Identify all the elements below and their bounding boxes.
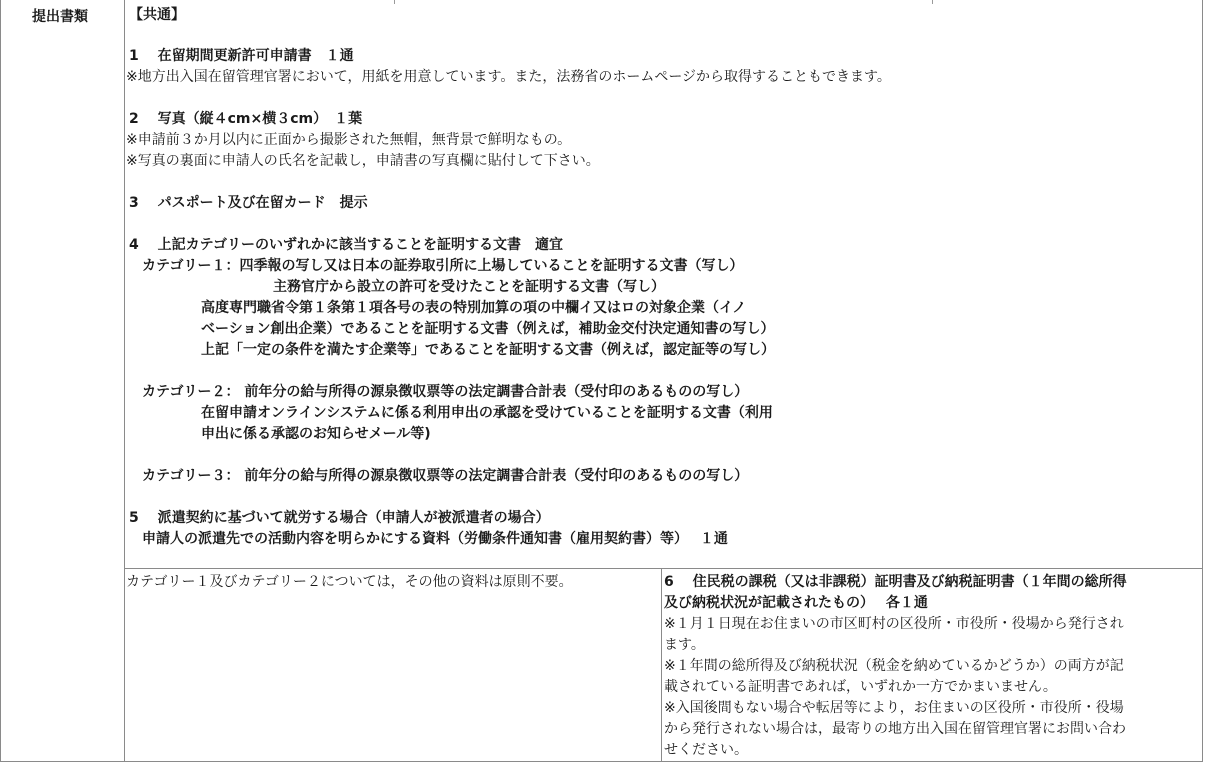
category-1-line: 高度専門職省令第１条第１項各号の表の特別加算の項の中欄イ又はロの対象企業（イノ [201, 300, 747, 316]
item-2-note: ※写真の裏面に申請人の氏名を記載し，申請書の写真欄に貼付して下さい。 [126, 153, 600, 169]
category-1-line: 上記「一定の条件を満たす企業等」であることを証明する文書（例えば，認定証等の写し） [201, 342, 775, 358]
category-1-line: カテゴリー１：四季報の写し又は日本の証券取引所に上場していることを証明する文書（写し） [142, 258, 744, 274]
top-divider [932, 0, 933, 4]
category-3-line: カテゴリー３： 前年分の給与所得の源泉徴収票等の法定調書合計表（受付印のあるものの写し） [142, 468, 749, 484]
item-6-note: ※１年間の総所得及び納税状況（税金を納めているかどうか）の両方が記 [664, 658, 1124, 674]
item-6-note: ※入国後間もない場合や転居等により，お住まいの区役所・市役所・役場 [664, 700, 1124, 716]
item-1-note: ※地方出入国在留管理官署において，用紙を用意しています。また，法務省のホームページから取得することもできます。 [126, 69, 891, 85]
row-label: 提出書類 [32, 9, 88, 25]
common-heading: 【共通】 [129, 7, 185, 23]
item-3-title: 3 パスポート及び在留カード 提示 [129, 195, 368, 211]
item-5-title: 5 派遣契約に基づいて就労する場合（申請人が被派遣者の場合） [129, 510, 550, 526]
item-5-detail: 申請人の派遣先での活動内容を明らかにする資料（労働条件通知書（雇用契約書）等） １通 [142, 531, 728, 547]
item-6-note: ※１月１日現在お住まいの市区町村の区役所・市役所・役場から発行され [664, 616, 1124, 632]
category-1-line: 主務官庁から設立の許可を受けたことを証明する文書（写し） [273, 279, 665, 295]
item-4-title: 4 上記カテゴリーのいずれかに該当することを証明する文書 適宜 [129, 237, 564, 253]
category-2-line: 申出に係る承認のお知らせメール等) [201, 426, 431, 442]
item-6-note: ます。 [664, 637, 705, 653]
category-2-line: カテゴリー２： 前年分の給与所得の源泉徴収票等の法定調書合計表（受付印のあるものの写し） [142, 384, 749, 400]
column-divider [124, 0, 125, 762]
item-6-title: 及び納税状況が記載されたもの） 各１通 [664, 595, 928, 611]
row-divider [124, 568, 1203, 569]
item-6-note: せください。 [664, 742, 748, 758]
category-2-line: 在留申請オンラインシステムに係る利用申出の承認を受けていることを証明する文書（利用 [201, 405, 773, 421]
top-divider [394, 0, 395, 4]
item-6-note: 載されている証明書であれば，いずれか一方でかまいません。 [664, 679, 1057, 695]
item-2-title: 2 写真（縦４cm×横３cm） １葉 [129, 111, 363, 127]
no-other-documents-note: カテゴリー１及びカテゴリー２については，その他の資料は原則不要。 [126, 574, 573, 590]
column-divider [661, 568, 662, 762]
category-1-line: ベーション創出企業）であることを証明する文書（例えば，補助金交付決定通知書の写し） [201, 321, 775, 337]
item-1-title: 1 在留期間更新許可申請書 １通 [129, 48, 354, 64]
item-6-note: から発行されない場合は，最寄りの地方出入国在留管理官署にお問い合わ [664, 721, 1126, 737]
item-2-note: ※申請前３か月以内に正面から撮影された無帽，無背景で鮮明なもの。 [126, 132, 572, 148]
item-6-title: 6 住民税の課税（又は非課税）証明書及び納税証明書（１年間の総所得 [664, 574, 1127, 590]
